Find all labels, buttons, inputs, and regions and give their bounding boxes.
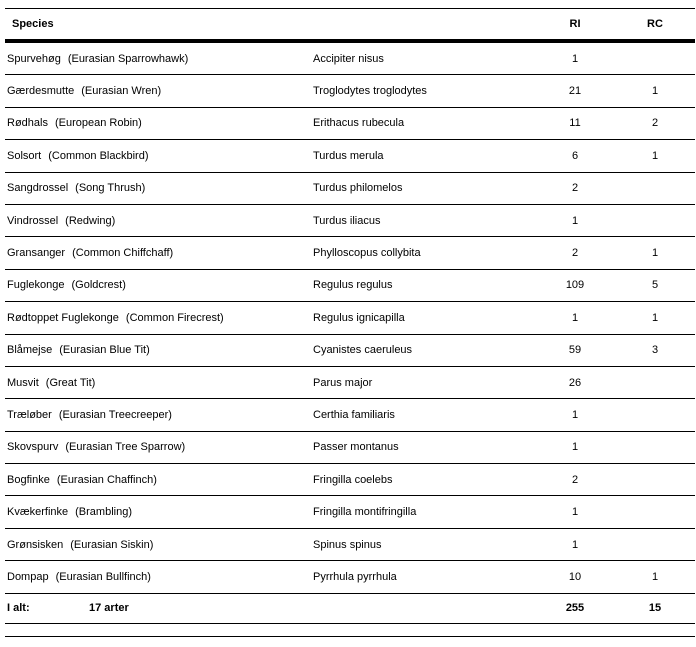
species-ri-count: 26 bbox=[568, 376, 582, 389]
species-english-name: (Eurasian Siskin) bbox=[70, 538, 154, 551]
species-ri-count: 1 bbox=[571, 214, 579, 227]
species-ri-count: 59 bbox=[568, 344, 582, 357]
species-common-name bbox=[7, 117, 142, 129]
species-english-name: (Goldcrest) bbox=[71, 279, 126, 292]
table-row bbox=[5, 237, 695, 269]
species-english-name: (Eurasian Sparrowhawk) bbox=[67, 52, 189, 65]
species-local-name: Solsort bbox=[7, 149, 42, 162]
species-latin-name: Spinus spinus bbox=[313, 538, 382, 551]
species-rc-count: 1 bbox=[651, 247, 659, 260]
species-rc-count: 1 bbox=[651, 570, 659, 583]
species-table bbox=[5, 8, 695, 624]
species-latin-name: Passer montanus bbox=[313, 441, 399, 454]
species-local-name: Sangdrossel bbox=[7, 182, 69, 195]
total-species-count: 17 arter bbox=[89, 602, 129, 615]
total-rc: 15 bbox=[648, 602, 662, 615]
species-local-name: Skovspurv bbox=[7, 441, 59, 454]
species-rc-count: 2 bbox=[651, 117, 659, 130]
header-species: Species bbox=[12, 18, 54, 30]
species-english-name: (Redwing) bbox=[65, 214, 116, 227]
table-row bbox=[5, 561, 695, 593]
header-ri: RI bbox=[569, 18, 581, 30]
species-latin-name: Phylloscopus collybita bbox=[313, 247, 421, 260]
species-common-name bbox=[7, 409, 172, 421]
species-english-name: (Brambling) bbox=[75, 506, 132, 519]
species-latin-name: Regulus ignicapilla bbox=[313, 311, 405, 324]
species-latin-name: Accipiter nisus bbox=[313, 52, 384, 65]
species-rc-count: 1 bbox=[651, 149, 659, 162]
species-common-name bbox=[7, 539, 153, 551]
species-ri-count: 1 bbox=[571, 538, 579, 551]
species-english-name: (Eurasian Wren) bbox=[81, 85, 162, 98]
species-english-name: (Eurasian Tree Sparrow) bbox=[65, 441, 186, 454]
table-row bbox=[5, 464, 695, 496]
species-english-name: (Song Thrush) bbox=[75, 182, 146, 195]
species-local-name: Gransanger bbox=[7, 247, 66, 260]
table-row bbox=[5, 529, 695, 561]
species-latin-name: Cyanistes caeruleus bbox=[313, 344, 413, 357]
table-body bbox=[5, 43, 695, 594]
species-common-name bbox=[7, 441, 185, 453]
table-row bbox=[5, 140, 695, 172]
species-common-name bbox=[7, 215, 115, 227]
species-ri-count: 2 bbox=[571, 182, 579, 195]
species-rc-count: 3 bbox=[651, 344, 659, 357]
species-local-name: Blåmejse bbox=[7, 344, 53, 357]
species-common-name bbox=[7, 344, 150, 356]
species-ri-count: 1 bbox=[571, 506, 579, 519]
species-english-name: (Great Tit) bbox=[45, 376, 96, 389]
table-row bbox=[5, 496, 695, 528]
species-local-name: Gærdesmutte bbox=[7, 85, 75, 98]
species-latin-name: Certhia familiaris bbox=[313, 408, 395, 421]
species-common-name bbox=[7, 182, 145, 194]
species-local-name: Bogfinke bbox=[7, 473, 50, 486]
species-common-name bbox=[7, 247, 173, 259]
species-ri-count: 109 bbox=[565, 279, 585, 292]
species-local-name: Grønsisken bbox=[7, 538, 64, 551]
species-local-name: Fuglekonge bbox=[7, 279, 65, 292]
species-english-name: (Eurasian Treecreeper) bbox=[58, 408, 172, 421]
species-common-name bbox=[7, 506, 132, 518]
species-local-name: Kvækerfinke bbox=[7, 506, 69, 519]
species-common-name bbox=[7, 312, 224, 324]
table-row bbox=[5, 108, 695, 140]
species-common-name bbox=[7, 279, 126, 291]
species-english-name: (Eurasian Blue Tit) bbox=[59, 344, 150, 357]
species-ri-count: 10 bbox=[568, 570, 582, 583]
table-row bbox=[5, 367, 695, 399]
species-ri-count: 2 bbox=[571, 247, 579, 260]
total-label: I alt: bbox=[7, 602, 30, 615]
species-latin-name: Turdus iliacus bbox=[313, 214, 381, 227]
table-row bbox=[5, 399, 695, 431]
species-english-name: (Common Firecrest) bbox=[125, 311, 224, 324]
species-rc-count: 1 bbox=[651, 311, 659, 324]
table-header-row bbox=[5, 8, 695, 43]
species-common-name bbox=[7, 571, 151, 583]
table-row bbox=[5, 75, 695, 107]
species-local-name: Dompap bbox=[7, 570, 49, 583]
species-latin-name: Erithacus rubecula bbox=[313, 117, 405, 130]
table-row bbox=[5, 302, 695, 334]
species-rc-count: 5 bbox=[651, 279, 659, 292]
species-common-name bbox=[7, 53, 188, 65]
table-total-row bbox=[5, 594, 695, 624]
table-row bbox=[5, 43, 695, 75]
species-english-name: (Eurasian Bullfinch) bbox=[55, 570, 151, 583]
species-local-name: Musvit bbox=[7, 376, 39, 389]
table-row bbox=[5, 205, 695, 237]
species-latin-name: Fringilla coelebs bbox=[313, 473, 393, 486]
species-latin-name: Parus major bbox=[313, 376, 373, 389]
species-ri-count: 6 bbox=[571, 149, 579, 162]
species-local-name: Rødtoppet Fuglekonge bbox=[7, 311, 119, 324]
species-local-name: Vindrossel bbox=[7, 214, 59, 227]
species-local-name: Træløber bbox=[7, 408, 52, 421]
total-ri: 255 bbox=[565, 602, 585, 615]
species-latin-name: Turdus philomelos bbox=[313, 182, 403, 195]
species-english-name: (European Robin) bbox=[54, 117, 142, 130]
species-common-name bbox=[7, 150, 149, 162]
table-row bbox=[5, 432, 695, 464]
header-rc: RC bbox=[647, 18, 663, 30]
species-ri-count: 1 bbox=[571, 441, 579, 454]
species-local-name: Rødhals bbox=[7, 117, 48, 130]
species-common-name bbox=[7, 474, 157, 486]
table-row bbox=[5, 173, 695, 205]
species-ri-count: 1 bbox=[571, 311, 579, 324]
table-row bbox=[5, 335, 695, 367]
species-rc-count: 1 bbox=[651, 85, 659, 98]
species-english-name: (Eurasian Chaffinch) bbox=[56, 473, 157, 486]
species-latin-name: Pyrrhula pyrrhula bbox=[313, 570, 397, 583]
species-english-name: (Common Blackbird) bbox=[48, 149, 149, 162]
species-latin-name: Turdus merula bbox=[313, 149, 384, 162]
species-english-name: (Common Chiffchaff) bbox=[72, 247, 174, 260]
table-row bbox=[5, 270, 695, 302]
species-local-name: Spurvehøg bbox=[7, 52, 61, 65]
species-latin-name: Regulus regulus bbox=[313, 279, 393, 292]
species-common-name bbox=[7, 377, 95, 389]
species-ri-count: 11 bbox=[569, 117, 581, 130]
species-latin-name: Troglodytes troglodytes bbox=[313, 85, 427, 98]
species-ri-count: 1 bbox=[571, 52, 579, 65]
species-common-name bbox=[7, 85, 161, 97]
bottom-rule bbox=[5, 636, 695, 637]
species-latin-name: Fringilla montifringilla bbox=[313, 506, 417, 519]
species-ri-count: 1 bbox=[571, 408, 579, 421]
species-ri-count: 2 bbox=[571, 473, 579, 486]
species-ri-count: 21 bbox=[568, 85, 582, 98]
